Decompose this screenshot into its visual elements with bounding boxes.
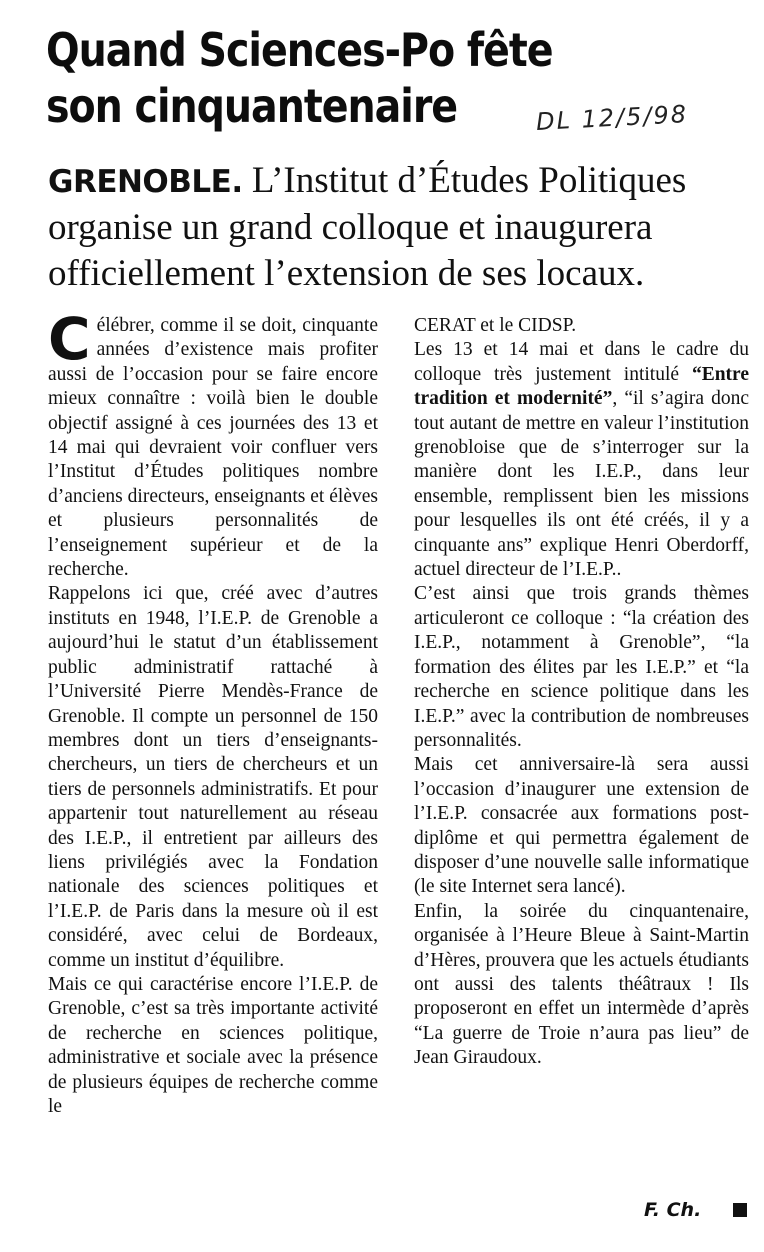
- lead-line-3: officiellement l’extension de ses locaux.: [48, 253, 645, 294]
- article-lead: [48, 158, 748, 297]
- colloquium-title: “Entre tradition et modernité”: [414, 363, 749, 410]
- headline-line-2: son cinquantenaire: [46, 79, 458, 133]
- paragraph-5-text-b: , “il s’agira donc tout autant de mettre en valeur l’institution grenobloise que de s’interroger sur la manière dont les I.E.P., dans leur ensemble, remplissent bien les missions pour lesquelles ils ont été créés, il y a cinquante ans” explique Henri Oberdorff, actuel directeur de l’I.E.P..: [414, 388, 749, 581]
- paragraph-5-text-a: Les 13 et 14 mai et dans le cadre du colloque très justement intitulé: [414, 339, 749, 385]
- headline-line-1: Quand Sciences-Po fête: [46, 23, 553, 77]
- lead-line-1: [48, 158, 748, 205]
- lead-line-2: organise un grand colloque et inaugurera: [48, 207, 653, 248]
- paragraph-1-text: élébrer, comme il se doit, cinquante années d’existence mais profiter aussi de l’occasion pour se faire encore mieux connaître : voilà bien le double objectif assigné à ces journées des 13 et 14 mai qui devraient voir confluer vers l’Institut d’Études politiques nombre d’anciens directeurs, enseignants et élèves et plusieurs personnalités de l’enseignement supérieur et de la recherche.: [48, 315, 378, 581]
- paragraph-1: [48, 305, 378, 582]
- handwritten-date-annotation: DL 12/5/98: [535, 100, 689, 136]
- author-signature: F. Ch.: [644, 1199, 702, 1221]
- article-column-right: [414, 314, 749, 1071]
- headline: [46, 22, 553, 134]
- article-column-left: [48, 305, 378, 1119]
- drop-cap: C: [48, 305, 91, 373]
- end-of-article-mark: [733, 1203, 747, 1217]
- dateline-city: GRENOBLE.: [48, 164, 243, 200]
- paragraph-8: Enfin, la soirée du cinquantenaire, organisée à l’Heure Bleue à Saint-Martin d’Hères, prouvera que les actuels étudiants ont aussi des talents théâtraux ! Ils proposeront en effet un intermède d’après “La guerre de Troie n’aura pas lieu” de Jean Giraudoux.: [414, 900, 749, 1069]
- paragraph-4: CERAT et le CIDSP.: [414, 315, 577, 336]
- paragraph-2: Rappelons ici que, créé avec d’autres instituts en 1948, l’I.E.P. de Grenoble a aujourd’hui le statut d’un établissement public administratif rattaché à l’Université Pierre Mendès-France de Grenoble. Il compte un personnel de 150 membres dont un tiers d’enseignants-chercheurs, un tiers de chercheurs et un tiers de personnels administratifs. Et pour appartenir tout naturellement au réseau des I.E.P., il entretient par ailleurs des liens privilégiés avec la Fondation nationale des sciences politiques et l’I.E.P. de Paris dans la mesure où il est considéré, avec celui de Bordeaux, comme un institut d’équilibre.: [48, 583, 378, 971]
- lead-text-1: L’Institut d’Études Politiques: [242, 160, 687, 201]
- paragraph-3: Mais ce qui caractérise encore l’I.E.P. de Grenoble, c’est sa très importante activité de recherche en sciences politique, administrative et sociale avec la présence de plusieurs équipes de recherche comme le: [48, 973, 378, 1117]
- paragraph-6: C’est ainsi que trois grands thèmes articuleront ce colloque : “la création des I.E.P., notamment à Grenoble”, “la formation des élites par les I.E.P.” et “la recherche en science politique dans les I.E.P.” avec la contribution de nombreuses personnalités.: [414, 583, 749, 751]
- paragraph-7: Mais cet anniversaire-là sera aussi l’occasion d’inaugurer une extension de l’I.E.P. consacrée aux formations post-diplôme et qui permettra également de disposer d’une nouvelle salle informatique (le site Internet sera lancé).: [414, 754, 749, 898]
- paragraph-5: [414, 338, 749, 582]
